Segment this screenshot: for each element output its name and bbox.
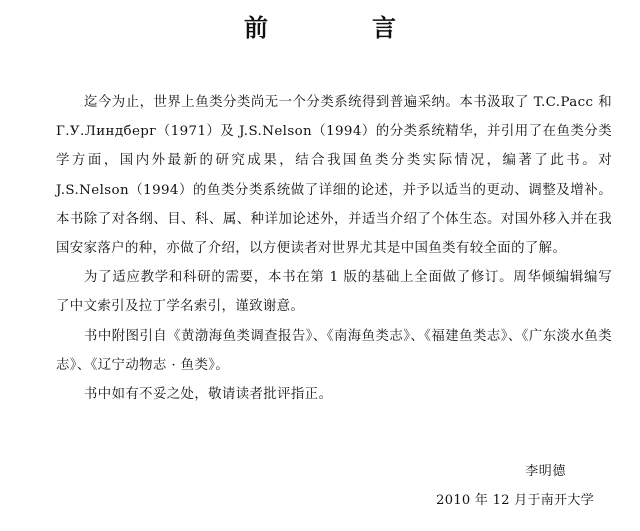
preface-body	[56, 88, 612, 409]
paragraph-revision: 为了适应教学和科研的需要，本书在第 1 版的基础上全面做了修订。周华倾编辑编写了中文索引及拉丁学名索引，谨致谢意。	[56, 270, 612, 315]
page-title: 前 言	[244, 14, 436, 42]
paragraph-figure-sources: 书中附图引自《黄渤海鱼类调查报告》、《南海鱼类志》、《福建鱼类志》、《广东淡水鱼类志》、《辽宁动物志 · 鱼类》。	[56, 328, 612, 373]
author-signature: 李明德	[525, 464, 566, 479]
paragraph-intro: 迄今为止，世界上鱼类分类尚无一个分类系统得到普遍采纳。本书汲取了 T.C.Pacc 和 Г.У.Линдберг（1971）及 J.S.Nelson（1994）的分类系统精华，并引用了在鱼类分类学方面，国内外最新的研究成果，结合我国鱼类分类实际情况，编著了此书。对 J.S.Nelson（1994）的鱼类分类系统做了详细的论述，并予以适当的更动、调整及增补。本书除了对各纲、目、科、属、种详加论述外，并适当介绍了个体生态。对国外移入并在我国安家落户的种，亦做了介绍，以方便读者对世界尤其是中国鱼类有较全面的了解。	[56, 95, 612, 257]
date-place: 2010 年 12 月于南开大学	[436, 493, 594, 508]
paragraph-closing: 书中如有不妥之处，敬请读者批评指正。	[84, 387, 333, 403]
